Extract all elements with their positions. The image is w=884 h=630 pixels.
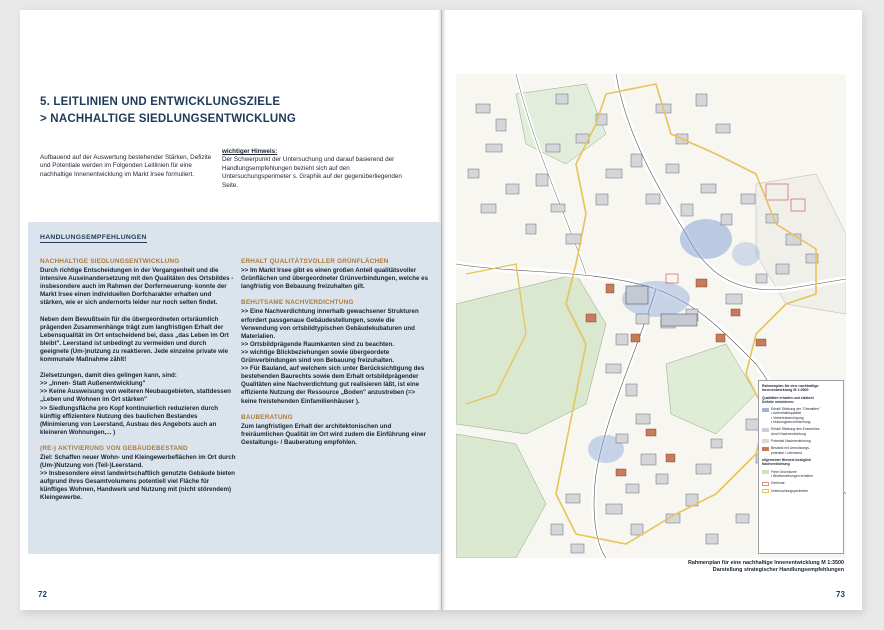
page-number-left: 72 — [38, 590, 47, 599]
legend-text: Potential Nachverdichtung — [771, 438, 811, 443]
legend-swatch — [762, 439, 769, 443]
legend-swatch — [762, 482, 769, 486]
legend-item — [762, 427, 840, 436]
legend-item — [762, 489, 840, 494]
section-head: (RE-) AKTIVIERUNG VON GEBÄUDEBESTAND — [40, 444, 188, 452]
paragraph: Zielsetzungen, damit dies gelingen kann, sind: >> „Innen- Statt Außenentwicklung" >> Keine Ausweisung von weiteren Neubaugebieten, stattdessen „Leben und Wohnen im Ort stärken" >> Siedlungsfläche pro Kopf kontinuierlich reduzieren durch künftig effizientere Nutzung des baulichen Bestandes (Minimierung von Leerstand, Ausbau des Angebots auch an kleineren Wohnungen,... ) — [40, 372, 231, 436]
legend-swatch — [762, 447, 769, 451]
map-caption: Rahmenplan für eine nachhaltige Innenentwicklung M 1:3500 Darstellung strategischer Handlungsempfehlungen — [687, 560, 844, 573]
legend-item — [762, 446, 840, 455]
legend-text: Denkmal — [771, 481, 785, 486]
paragraph: Durch richtige Entscheidungen in der Vergangenheit und die intensive Auseinandersetzung mit den Qualitäten des Ortsbildes - insbesondere auch im Rahmen der Dorferneuerung- konnte der Markt Irsee einen individuellen Dorfcharakter erhalten und stärken, wie er sich andernorts leider nur noch selten findet. — [40, 267, 234, 307]
paragraph: >> Im Markt Irsee gibt es einen großen Anteil qualitätsvoller Grünflächen und übergeordneter Grünverbindungen, welche es langfristig von Bebauung freizuhalten gilt. — [241, 267, 429, 291]
legend-text: Bestand mit Umnutzungs- potential / Leerstand — [771, 446, 811, 455]
legend-text: Erhalt/ Stärkung der "Ortsmitten" • Aufenthaltsqualität • Verkehrsberuhigung • Nutzungsdurchmischung — [771, 407, 821, 425]
note-label: wichtiger Hinweis: — [222, 148, 278, 155]
panel-column-right — [241, 258, 431, 455]
section-head: NACHHALTIGE SIEDLUNGSENTWICKLUNG — [40, 258, 180, 265]
legend-swatch — [762, 470, 769, 474]
paragraph: >> Eine Nachverdichtung innerhalb gewachsener Strukturen erfordert passgenaue Gebäudestellungen, sowie die Verwendung von ortsbildtypischen Gebäudekubaturen und Materialien. >> Ortsbildprägende Raumkanten sind zu beachten. >> wichtige Blickbeziehungen sowie übergeordete Grünverbindungen sind von Bebauung freizuhalten. >> Für Bauland, auf welchem sich unter Berücksichtigung des bestehenden Baurechts sowie dem Erhalt ortsbildprägender Qualitäten eine Nachverdichtung gut realisieren läßt, ist eine effiziente Nutzung der Ressource „Boden" anzustreben (=> keine freistehenden Einfamilienhäuser ). — [241, 308, 425, 405]
legend-item — [762, 407, 840, 424]
legend-text: allgemeiner Hinweis bezüglich Nachverdichtung — [762, 458, 812, 467]
map-legend — [758, 380, 844, 554]
legend-item — [762, 396, 840, 405]
section-head: ERHALT QUALITÄTSVOLLER GRÜNFLÄCHEN — [241, 258, 389, 265]
legend-swatch — [762, 428, 769, 432]
legend-text: Untersuchungsperimeter — [771, 488, 809, 493]
intro-text: Aufbauend auf der Auswertung bestehender Stärken, Defizite und Potentiale werden im Folgenden Leitlinien für eine nachhaltige Innenentwicklung im Markt Irsee formuliert. — [40, 154, 212, 178]
paragraph: Zum langfristigen Erhalt der architektonischen und freiräumlichen Qualität im Ort wird zudem die Einführung einer Gestaltungs- / Bauberatung empfohlen. — [241, 422, 426, 446]
legend-swatch — [762, 408, 769, 412]
legend-title: Rahmenplan für eine nachhaltige Innenentwicklung M 1:3500 — [762, 384, 819, 393]
title-line-2: > NACHHALTIGE SIEDLUNGSENTWICKLUNG — [40, 113, 297, 125]
legend-item — [762, 439, 840, 444]
recommendations-panel — [28, 222, 441, 554]
legend-item — [762, 481, 840, 486]
legend-item — [762, 458, 840, 467]
legend-text: Erhalt/ Stärkung des Ensembles durch Nachverdichtung — [771, 427, 820, 436]
page-title — [40, 94, 296, 128]
panel-column-left — [40, 258, 236, 511]
legend-item — [762, 470, 840, 479]
paragraph: Ziel: Schaffen neuer Wohn- und Kleingewerbeflächen im Ort durch (Um-)Nutzung von (Teil-)Leerstand. >> Insbesondere einst landwirtschaftlich genutzte Gebäude bieten aufgrund ihres Gesamtvolumens potentiell viel Fläche für künftiges Wohnen, Handwerk und Nutzung mit (nicht störendem) Kleingewerbe. — [40, 453, 236, 502]
legend-text: Qualitäten erhalten und stärken/ Defizite minimieren: — [762, 395, 814, 404]
legend-swatch — [762, 489, 769, 493]
title-line-1: 5. LEITLINIEN UND ENTWICKLUNGSZIELE — [40, 96, 281, 108]
paragraph: Neben dem Bewußtsein für die übergeordneten ortsräumlich prägenden Zusammenhänge trägt zum langfristigen Erhalt der Lebensqualität im Ort entscheidend bei, dass „das Leben im Ort bleibt". Leerstand ist unbedingt zu vermeiden und durch geeignete (Um-)nutzung zu reaktieren. Jede einzelne private wie kommunale Maßnahme zählt! — [40, 315, 229, 364]
section-head: BAUBERATUNG — [241, 413, 293, 421]
section-head: BEHUTSAME NACHVERDICHTUNG — [241, 299, 354, 307]
page-number-right: 73 — [836, 590, 845, 599]
note-text: Der Schwerpunkt der Untersuchung und darauf basierend der Handlungsempfehlungen bezieht sich auf den Untersuchungsperimeter s. Graphik auf der gegenüberliegenden Seite. — [222, 156, 402, 189]
legend-text: Freie Grünräume • Blickbeziehungen erhalten — [771, 469, 813, 478]
panel-title: HANDLUNGSEMPFEHLUNGEN — [40, 234, 147, 241]
note-box — [222, 148, 404, 190]
